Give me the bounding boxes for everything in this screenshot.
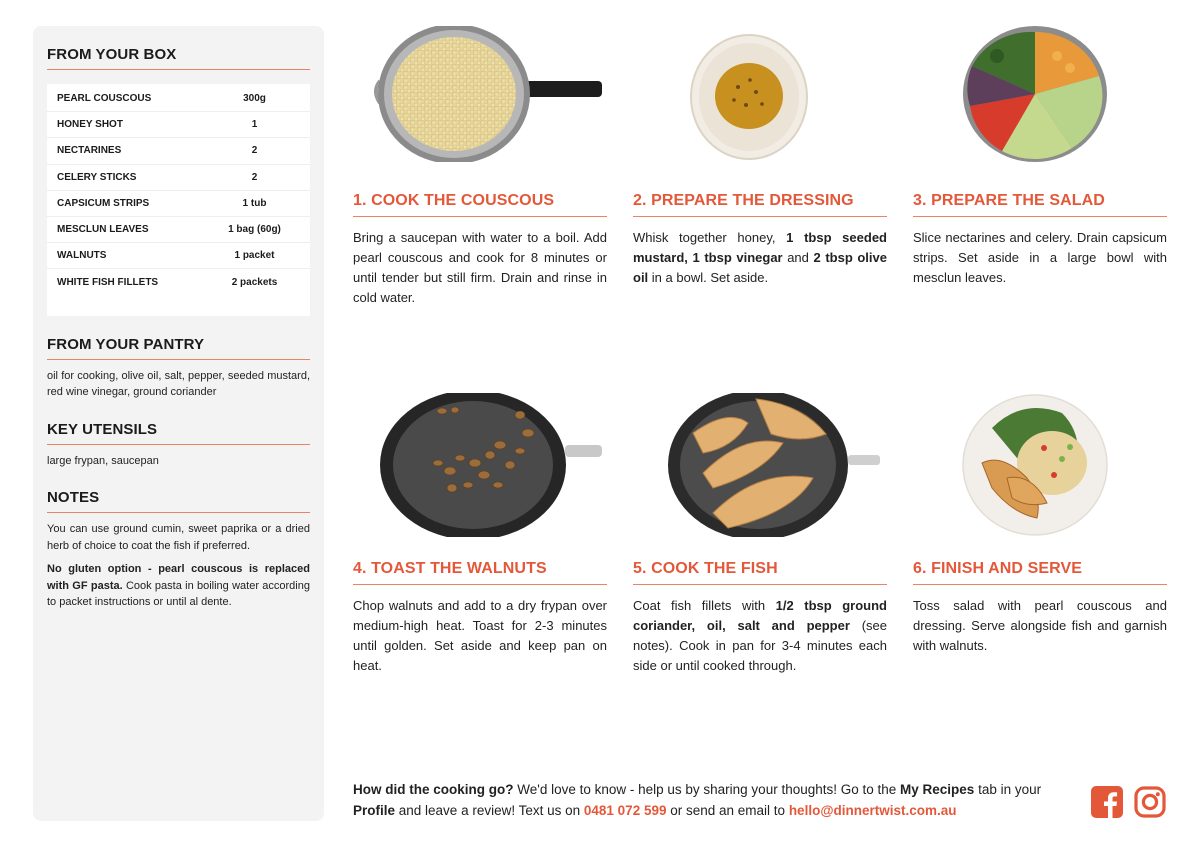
utensils-text: large frypan, saucepan bbox=[47, 454, 159, 467]
step-instructions bbox=[353, 596, 607, 676]
step-5 bbox=[633, 560, 887, 676]
plated-dish-image bbox=[962, 393, 1108, 537]
ingredient-quantity: 1 packet bbox=[234, 250, 275, 262]
ingredients-sidebar bbox=[33, 26, 324, 821]
step-title: 3. PREPARE THE SALAD bbox=[913, 192, 1167, 217]
step-instructions bbox=[913, 228, 1167, 288]
instruction-text: in a bowl. Set aside. bbox=[648, 270, 769, 285]
ingredient-name: NECTARINES bbox=[57, 145, 122, 157]
my-recipes-tab-link[interactable]: My Recipes bbox=[900, 782, 975, 797]
instruction-text: Toss salad with pearl couscous and dressing. Serve alongside fish and garnish with walnuts. bbox=[913, 598, 1167, 653]
ingredient-row bbox=[47, 112, 310, 138]
ingredient-name: PEARL COUSCOUS bbox=[57, 93, 152, 105]
ingredient-row bbox=[47, 191, 310, 217]
dressing-in-bowl-image bbox=[690, 32, 808, 162]
step-title: 6. FINISH AND SERVE bbox=[913, 560, 1167, 585]
profile-link[interactable]: Profile bbox=[353, 803, 396, 818]
couscous-in-colander-image bbox=[372, 26, 602, 162]
utensils-section bbox=[47, 421, 310, 470]
step-6 bbox=[913, 560, 1167, 656]
ingredient-name: HONEY SHOT bbox=[57, 119, 123, 131]
note-2-rest: Cook pasta in boiling water according to packet instructions or until al dente. bbox=[47, 579, 310, 608]
from-your-box-heading: FROM YOUR BOX bbox=[47, 46, 310, 70]
step-title: 2. PREPARE THE DRESSING bbox=[633, 192, 887, 217]
facebook-icon[interactable] bbox=[1091, 786, 1123, 818]
feedback-question: How did the cooking go? bbox=[353, 782, 514, 797]
salad-in-bowl-image bbox=[962, 26, 1108, 162]
footer-text: We'd love to know - help us by sharing your thoughts! Go to the bbox=[513, 782, 901, 797]
step-4 bbox=[353, 560, 607, 676]
instruction-text: and bbox=[782, 250, 814, 265]
feedback-footer bbox=[353, 779, 1073, 821]
ingredient-name: WALNUTS bbox=[57, 250, 107, 262]
pantry-heading: FROM YOUR PANTRY bbox=[47, 336, 310, 360]
step-instructions bbox=[633, 228, 887, 288]
ingredient-quantity: 2 packets bbox=[231, 276, 278, 288]
email-link[interactable]: hello@dinnertwist.com.au bbox=[788, 803, 957, 818]
footer-text: tab in your bbox=[974, 782, 1042, 797]
ingredient-quantity: 300g bbox=[243, 93, 266, 105]
footer-text: and leave a review! Text us on bbox=[395, 803, 584, 818]
step-title: 1. COOK THE COUSCOUS bbox=[353, 192, 607, 217]
instruction-text: Whisk together honey, bbox=[633, 230, 787, 245]
ingredient-quantity: 1 bag (60g) bbox=[228, 224, 281, 236]
notes-heading: NOTES bbox=[47, 489, 310, 513]
pantry-section bbox=[47, 336, 310, 401]
footer-text: or send an email to bbox=[666, 803, 789, 818]
note-2-bold: No gluten option - pearl couscous is replaced with GF pasta. bbox=[47, 563, 310, 592]
instagram-icon[interactable] bbox=[1134, 786, 1166, 818]
step-instructions bbox=[913, 596, 1167, 656]
ingredient-row bbox=[47, 138, 310, 164]
pantry-text: oil for cooking, olive oil, salt, pepper, seeded mustard, red wine vinegar, ground coriander bbox=[47, 369, 310, 398]
step-title: 4. TOAST THE WALNUTS bbox=[353, 560, 607, 585]
step-title: 5. COOK THE FISH bbox=[633, 560, 887, 585]
step-2 bbox=[633, 192, 887, 288]
instruction-text: (see notes). Cook in pan for 3-4 minutes each side or until cooked through. bbox=[633, 618, 887, 673]
ingredient-row bbox=[47, 86, 310, 112]
phone-number-link[interactable]: 0481 072 599 bbox=[583, 803, 667, 818]
ingredient-name: WHITE FISH FILLETS bbox=[57, 276, 159, 288]
notes-section bbox=[47, 489, 310, 611]
ingredient-row bbox=[47, 165, 310, 191]
ingredient-row bbox=[47, 217, 310, 243]
instruction-emphasis: 1/2 tbsp ground coriander, oil, salt and pepper bbox=[633, 598, 887, 633]
step-instructions bbox=[633, 596, 887, 676]
ingredient-row bbox=[47, 243, 310, 269]
ingredient-name: MESCLUN LEAVES bbox=[57, 224, 149, 236]
ingredient-row bbox=[47, 269, 310, 295]
instruction-emphasis: 2 tbsp olive oil bbox=[633, 250, 887, 285]
utensils-heading: KEY UTENSILS bbox=[47, 421, 310, 445]
instruction-text: Slice nectarines and celery. Drain capsicum strips. Set aside in a large bowl with mesclun leaves. bbox=[913, 230, 1167, 285]
note-1: You can use ground cumin, sweet paprika or a dried herb of choice to coat the fish if preferred. bbox=[47, 523, 310, 552]
walnuts-in-frypan-image bbox=[380, 393, 602, 537]
ingredient-quantity: 2 bbox=[251, 145, 258, 157]
step-1 bbox=[353, 192, 607, 308]
step-3 bbox=[913, 192, 1167, 288]
step-instructions bbox=[353, 228, 607, 308]
note-2 bbox=[47, 561, 310, 611]
ingredient-name: CAPSICUM STRIPS bbox=[57, 197, 150, 209]
instruction-text: Bring a saucepan with water to a boil. Add pearl couscous and cook for 8 minutes or until tender but still firm. Drain and rinse in cold water. bbox=[353, 230, 607, 305]
fish-in-frypan-image bbox=[668, 393, 880, 537]
from-your-box-section bbox=[47, 46, 310, 316]
ingredient-table bbox=[47, 84, 310, 316]
ingredient-name: CELERY STICKS bbox=[57, 171, 137, 183]
ingredient-quantity: 1 bbox=[251, 119, 258, 131]
ingredient-quantity: 1 tub bbox=[242, 197, 267, 209]
instruction-emphasis: 1 tbsp seeded mustard, 1 tbsp vinegar bbox=[633, 230, 887, 265]
ingredient-quantity: 2 bbox=[251, 171, 258, 183]
instruction-text: Coat fish fillets with bbox=[633, 598, 776, 613]
instruction-text: Chop walnuts and add to a dry frypan over medium-high heat. Toast for 2-3 minutes until golden. Set aside and keep pan on heat. bbox=[353, 598, 607, 673]
